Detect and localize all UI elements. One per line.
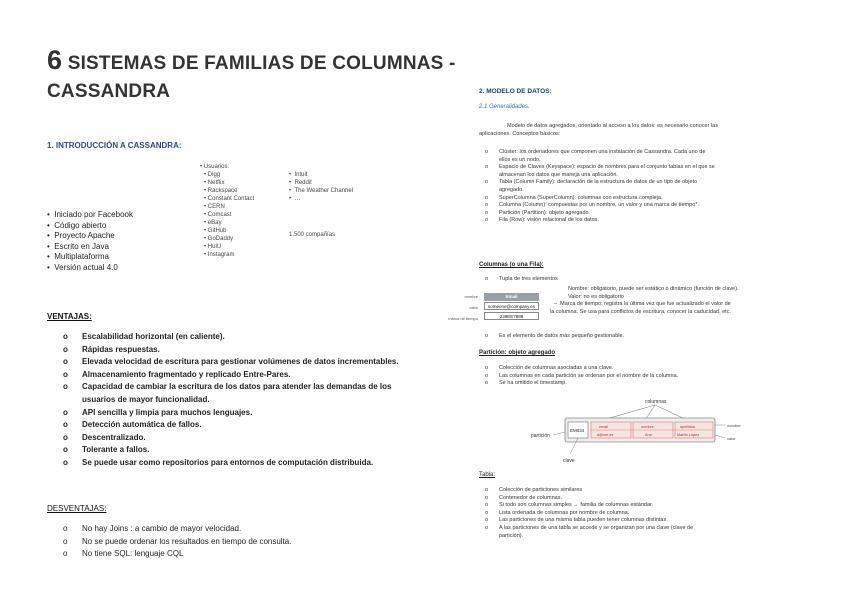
columnas-item-1 [479, 276, 558, 284]
list-item: o Espacio de Claves (Keyspace): espacio de nombres para el conjunto tablas en el que se [479, 164, 715, 172]
list-item: • Reddit [289, 180, 312, 186]
list-item: • The Weather Channel [289, 188, 354, 194]
column-name: email [599, 425, 609, 429]
detail-marca: – Marca de tiempo: registra la última vez que fue actualizado el valor de [554, 301, 731, 308]
tabla-heading: Tabla: [479, 472, 496, 478]
list-item: o Elevada velocidad de escritura para gestionar volúmenes de datos incrementables. [63, 356, 399, 369]
list-item: • Versión actual 4.0 [47, 262, 118, 272]
table-header-cell: Email [484, 293, 539, 301]
ventajas-heading: VENTAJAS: [47, 312, 92, 321]
list-item: o Colección de columnas asociadas a una clave. [479, 365, 678, 373]
table-value-cell: someone@company.es [484, 302, 539, 310]
list-item: o Capacidad de cambiar la escritura de los datos para atender las demandas de los [63, 381, 399, 394]
column-value: Martín López [677, 433, 700, 437]
label-nombre: nombre [464, 294, 478, 299]
partition-diagram [525, 396, 775, 468]
list-item: o Columna (Column): compuestas por un nombre, un valor y una marca de tiempo*. [479, 202, 715, 210]
detail-nombre: Nombre: obligatorio, puede ser estático o dinámico (función de clave). [568, 286, 739, 292]
list-item: o Es el elemento de datos más pequeño gestionable. [479, 333, 624, 341]
companies-count: 1.500 compañías [289, 232, 336, 238]
list-item: • Escrito en Java [47, 241, 109, 251]
title-line-2: CASSANDRA [47, 81, 171, 102]
list-item: o Escalabilidad horizontal (en caliente). [63, 331, 399, 344]
title-line-1: SISTEMAS DE FAMILIAS DE COLUMNAS - [62, 53, 456, 74]
list-item-continuation: agregado. [499, 186, 524, 193]
list-item: o Las particiones de una misma tabla pueden tener columnas distintas. [479, 517, 693, 525]
users-column-2 [289, 171, 353, 203]
list-item: o Lista ordenada de columnas por nombre de columna. [479, 510, 693, 518]
list-item: • eBay [204, 220, 222, 226]
list-item: • GitHub [204, 228, 227, 234]
list-item: o Si todo son columnas simples → familia de columnas estándar. [479, 502, 693, 510]
list-item-continuation: almacenan los datos que maneja una aplicación. [499, 171, 618, 178]
list-item: o Tolerante a fallos. [63, 444, 399, 457]
list-item: o Se puede usar como repositorios para entornos de computación distribuida. [63, 457, 399, 470]
desventajas-list [63, 523, 291, 561]
columnas-details [550, 286, 790, 316]
tabla-list [479, 487, 693, 540]
list-item: o Colección de particiones similares [479, 487, 693, 495]
columnas-item-2 [479, 333, 624, 341]
list-item: o Contenedor de columnas. [479, 495, 693, 503]
particion-list [479, 365, 678, 388]
page-title [47, 46, 456, 106]
users-column-1 [200, 163, 254, 259]
column-value: a@me.es [597, 433, 614, 437]
list-item: • Instagram [204, 252, 235, 258]
concept-list [479, 149, 715, 225]
users-label: • Usuarios: [200, 164, 230, 170]
modelo-heading: 2. MODELO DE DATOS: [479, 88, 552, 95]
list-item: o No hay Joins : a cambio de mayor velocidad. [63, 523, 291, 536]
partition-key: EM034 [570, 428, 585, 433]
ventajas-list [63, 331, 399, 470]
list-item: • … [289, 196, 301, 202]
list-item: • GoDaddy [204, 236, 234, 242]
list-item: • Código abierto [47, 220, 107, 230]
list-item: o Partición (Partition): objeto agregado. [479, 210, 715, 218]
list-item: o Clúster: los ordenadores que componen una instalación de Cassandra. Cada uno de [479, 149, 715, 157]
list-item: o A las particiones de una tabla se accede y se organizan por una clave (clave de [479, 525, 693, 533]
column-name: nombre [641, 425, 654, 429]
list-item-continuation: partición). [499, 532, 524, 539]
particion-heading: Partición: objeto agregado [479, 350, 556, 356]
label-valor: valor [469, 305, 478, 310]
list-item: • Intuit [289, 172, 308, 178]
list-item: o Detección automática de fallos. [63, 419, 399, 432]
table-timestamp-cell: 239EE7899 [484, 312, 539, 320]
list-item: • Constant Contact [204, 196, 255, 202]
diagram-columnas-label: columnas [645, 399, 667, 405]
list-item: • CERN [204, 204, 225, 210]
list-item: o Almacenamiento fragmentado y replicado Entre-Pares. [63, 369, 399, 382]
column-name: apellidos [680, 425, 695, 429]
list-item: • Comcast [204, 212, 232, 218]
intro-left-list [47, 210, 133, 273]
column-value: Ana [645, 433, 652, 437]
list-item: • Iniciado por Facebook [47, 210, 133, 219]
list-item: • Multiplataforma [47, 252, 109, 261]
list-item: o SuperColumna (SuperColumn): columnas con estructura compleja. [479, 195, 715, 203]
list-item: • Digg [204, 172, 221, 178]
diagram-particion-label: partición [531, 433, 550, 439]
list-item: o No se puede ordenar los resultados en tiempo de consulta. [63, 536, 291, 549]
list-item: o Se ha omitido el timestamp. [479, 380, 678, 388]
desventajas-heading: DESVENTAJAS: [47, 504, 107, 513]
paragraph-line: Modelo de datos agregados, orientado al acceso a los datos: es necesario conocer las [507, 123, 718, 129]
detail-marca-2: la columna. Se usa para conflictos de escritura, conocer la caducidad, etc. [550, 308, 731, 315]
list-item: • Rackspace [204, 188, 238, 194]
label-marca: marca de tiempo [448, 316, 478, 321]
list-item: o Descentralizado. [63, 432, 399, 445]
list-item: • Proyecto Apache [47, 231, 115, 240]
modelo-intro [479, 123, 789, 138]
paragraph-line: aplicaciones. Conceptos básicos: [479, 130, 561, 137]
diagram-nombre-label: nombre [727, 423, 741, 428]
list-item: o Fila (Row): visión relacional de los datos. [479, 217, 715, 225]
modelo-subheading: 2.1 Generalidades. [479, 104, 530, 110]
chapter-number: 6 [47, 45, 63, 75]
list-item: o No tiene SQL: lenguaje CQL [63, 548, 291, 561]
columnas-heading: Columnas (o una Fila): [479, 262, 544, 268]
intro-heading: 1. INTRODUCCIÓN A CASSANDRA: [47, 141, 182, 150]
list-item: • Netflix [204, 180, 225, 186]
detail-valor: Valor: no es obligatorio [568, 293, 624, 300]
list-item: o Tabla (Column Family): declaración de la estructura de datos de un tipo de objeto [479, 179, 715, 187]
list-item: o API sencilla y limpia para muchos lenguajes. [63, 407, 399, 420]
list-item: o Las columnas en cada partición se ordenan por el nombre de la columna. [479, 373, 678, 381]
list-item-continuation: ellos es un nodo. [499, 156, 541, 163]
list-item: o Tupla de tres elementos [479, 276, 558, 284]
diagram-clave-label: clave [563, 458, 575, 464]
list-item-continuation: usuarios de mayor funcionalidad. [82, 394, 210, 404]
diagram-valor-label: valor [727, 436, 736, 441]
list-item: • HulU [204, 244, 222, 250]
list-item: o Rápidas respuestas. [63, 344, 399, 357]
